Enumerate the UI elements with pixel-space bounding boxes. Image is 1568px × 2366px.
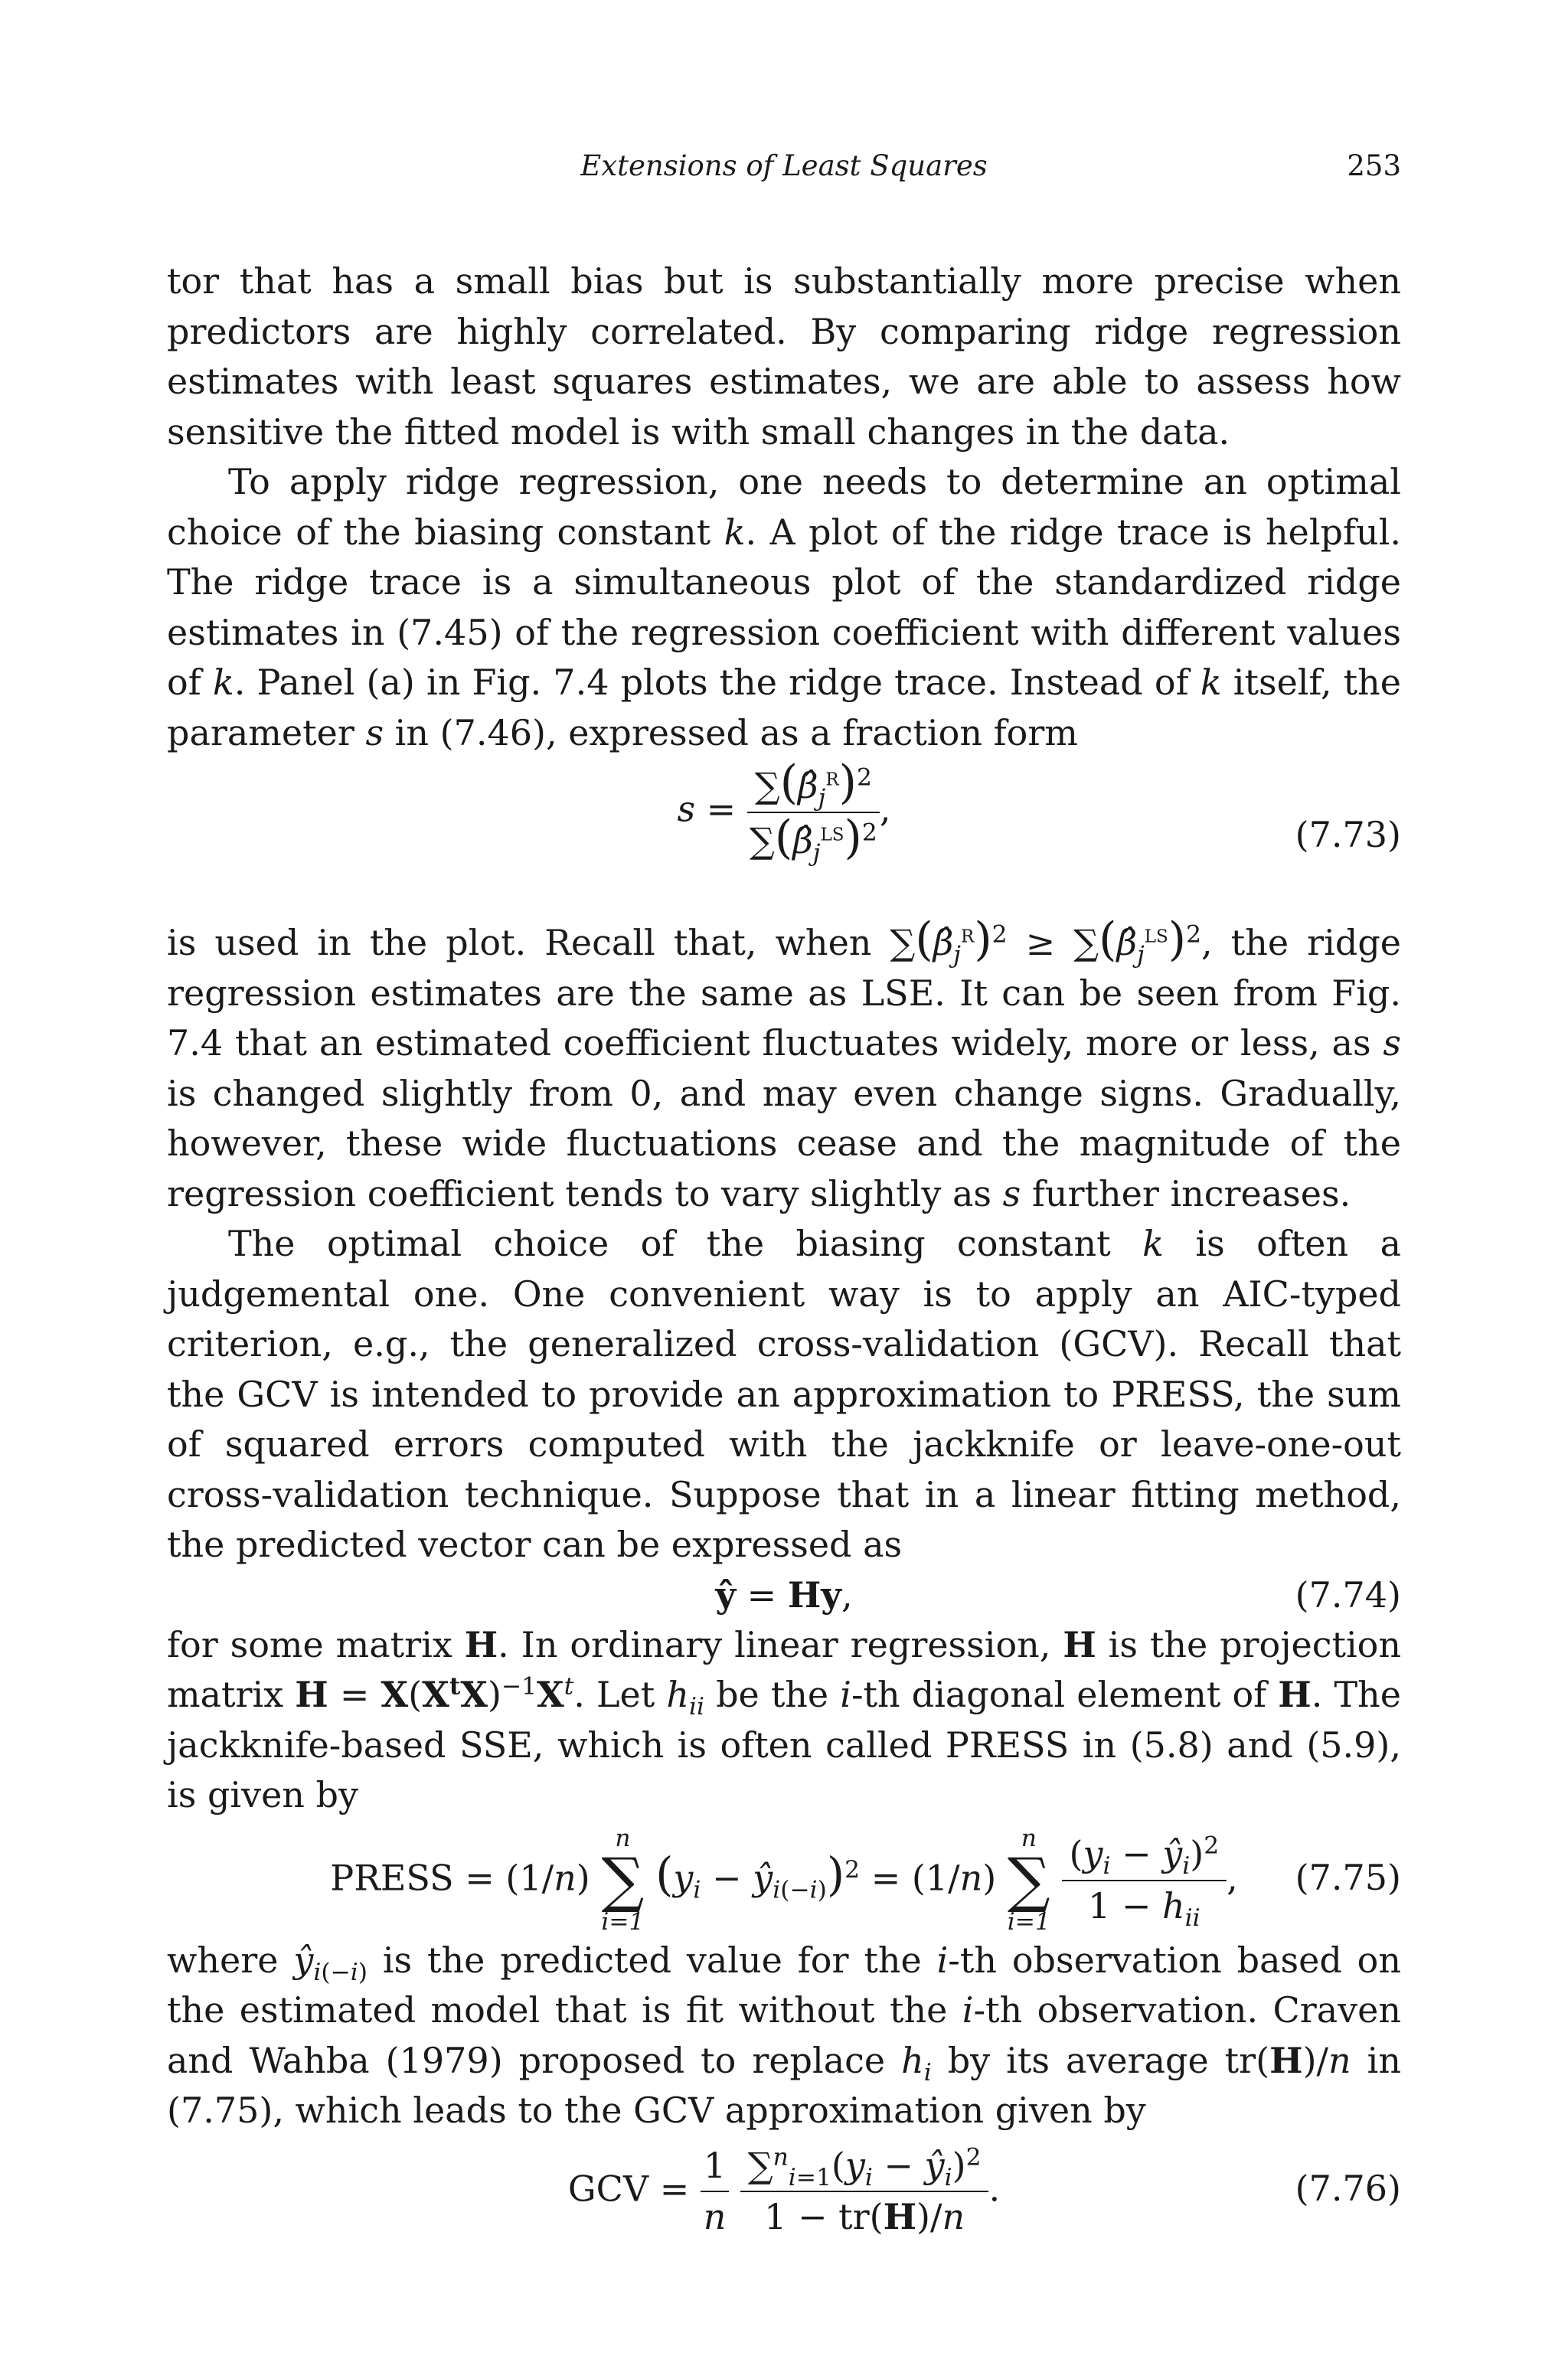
running-head bbox=[167, 149, 1401, 195]
paragraph-3: is used in the plot. Recall that, when $\sum(\betâ_j^R)^2$ ≥ $\sum(\betâ_j^{LS})^2$, the ridge regression estimates are the same as LSE. It can be seen from Fig. 7.4 that an estimated coefficient fluctuates widely, more or less, as s is changed slightly from 0, and may even change signs. Gradually, however, these wide fluctuations cease and the magnitude of the regression coefficient tends to vary slightly as s further increases. bbox=[167, 913, 1401, 1214]
paragraph-4: The optimal choice of the biasing constant k is often a judgemental one. One convenient way is to apply an AIC-typed criterion, e.g., the generalized cross-validation (GCV). Recall that the GCV is intended to provide an approximation to PRESS, the sum of squared errors computed with the jackknife or leave-one-out cross-validation technique. Suppose that in a linear fitting method, the predicted vector can be expressed as bbox=[167, 1223, 1402, 1565]
page-number: 253 bbox=[1347, 149, 1401, 182]
running-title: Extensions of Least Squares bbox=[580, 149, 988, 182]
equation-number: (7.74) bbox=[1295, 1574, 1401, 1616]
equation-7-74: ŷ = Hy, (7.74) bbox=[167, 1570, 1401, 1620]
page-body bbox=[167, 257, 1401, 2243]
equation-number: (7.76) bbox=[1295, 2167, 1401, 2209]
paragraph-6: where $ŷ_{i(-i)}$ is the predicted value for the i-th observation based on the estimated model that is fit without the i-th observation. Craven and Wahba (1979) proposed to replace $h_i$ by its average tr(H)/n in (7.75), which leads to the GCV approximation given by bbox=[167, 1939, 1401, 2131]
equation-7-73: s = $\frac{\sum(\betâ_j^R)^2}{\sum(\betâ_j^{LS})^2}$ , (7.73) bbox=[677, 756, 1401, 867]
equation-7-75: PRESS = (1/n) n ∑ i=1 ($y_i$ − $ŷ_{i(-i)})^2 = (1/n)$ n ∑ i=1 $\frac{(y_i - ŷ_i)^2}{1 - h_{ii}}$ , (7.75) bbox=[330, 1824, 1401, 1936]
paragraph-5: for some matrix H. In ordinary linear regression, H is the projection matrix $H = X(X^tX)^{-1}X^t$. Let $h_{ii}$ be the i-th diagonal element of H. The jackknife-based SSE, which is often called PRESS in (5.8) and (5.9), is given by bbox=[167, 1623, 1401, 1815]
equation-number: (7.75) bbox=[1295, 1856, 1401, 1898]
equation-number: (7.73) bbox=[1295, 814, 1401, 855]
s-fraction: $\frac{\sum(\betâ_j^R)^2}{\sum(\betâ_j^{LS})^2}$ bbox=[747, 758, 880, 866]
paragraph-2: To apply ridge regression, one needs to determine an optimal choice of the biasing constant k. A plot of the ridge trace is helpful. The ridge trace is a simultaneous plot of the standardized ridge estimates in (7.45) of the regression coefficient with different values of k. Panel (a) in Fig. 7.4 plots the ridge trace. Instead of k itself, the parameter s in (7.46), expressed as a fraction form bbox=[167, 461, 1402, 753]
paragraph-1: tor that has a small bias but is substantially more precise when predictors are highly correlated. By comparing ridge regression estimates with least squares estimates, we are able to assess how sensitive the fitted model is with small changes in the data. bbox=[167, 260, 1401, 453]
equation-7-76: GCV = $\frac{1}{n}$ $\frac{\sum^n_{i=1}(y_i - ŷ_i)^2}{1 - tr(H)/n}$ . (7.76) bbox=[167, 2136, 1401, 2243]
